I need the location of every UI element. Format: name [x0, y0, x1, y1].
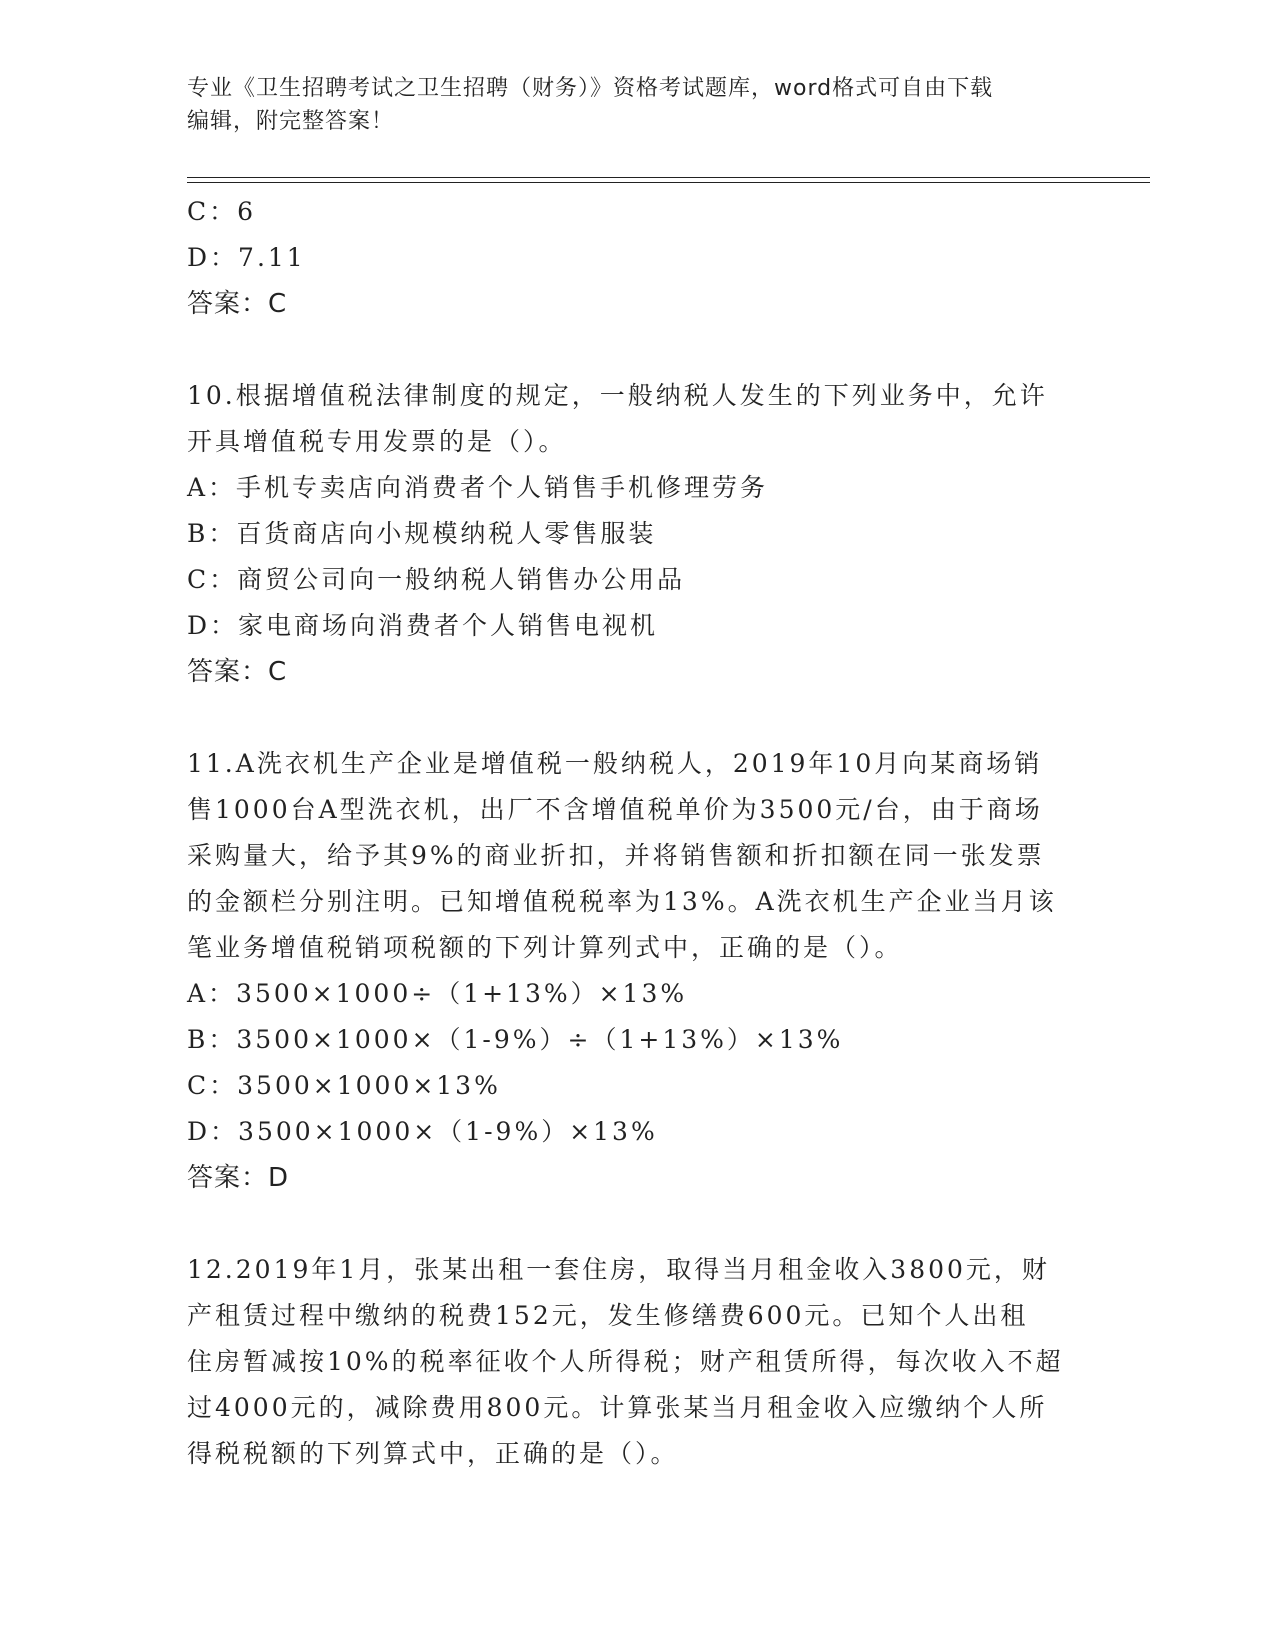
question-stem-line: 过4000元的，减除费用800元。计算张某当月租金收入应缴纳个人所: [187, 1393, 1048, 1422]
option-a: A：3500×1000÷（1+13%）×13%: [187, 979, 688, 1008]
question-stem-line: 11.A洗衣机生产企业是增值税一般纳税人，2019年10月向某商场销: [187, 749, 1043, 778]
question-stem-line: 开具增值税专用发票的是（）。: [187, 427, 567, 456]
option-d: D：3500×1000×（1-9%）×13%: [187, 1117, 658, 1146]
header-divider-top: [187, 177, 1150, 178]
header-line-2: 编辑，附完整答案！: [187, 109, 395, 134]
spacer: [187, 327, 1087, 373]
question-stem-line: 笔业务增值税销项税额的下列计算列式中，正确的是（）。: [187, 933, 903, 962]
answer-line: 答案：D: [187, 1163, 290, 1193]
question-stem-line: 产租赁过程中缴纳的税费152元，发生修缮费600元。已知个人出租: [187, 1301, 1029, 1330]
question-stem-line: 售1000台A型洗衣机，出厂不含增值税单价为3500元/台，由于商场: [187, 795, 1043, 824]
question-stem-line: 采购量大，给予其9%的商业折扣，并将销售额和折扣额在同一张发票: [187, 841, 1045, 870]
prev-question: [187, 189, 1087, 327]
option-c: C：6: [187, 197, 257, 226]
question-stem-line: 住房暂减按10%的税率征收个人所得税；财产租赁所得，每次收入不超: [187, 1347, 1064, 1376]
spacer: [187, 1201, 1087, 1247]
option-c: C：3500×1000×13%: [187, 1071, 501, 1100]
header-line-1: 专业《卫生招聘考试之卫生招聘（财务）》资格考试题库，word格式可自由下载: [187, 76, 994, 101]
option-d: D：7.11: [187, 243, 306, 272]
question-stem-line: 12.2019年1月，张某出租一套住房，取得当月租金收入3800元，财: [187, 1255, 1050, 1284]
question-stem-line: 得税税额的下列算式中，正确的是（）。: [187, 1439, 679, 1468]
document-body: [187, 189, 1087, 1477]
option-b: B：百货商店向小规模纳税人零售服装: [187, 519, 657, 548]
answer-line: 答案：C: [187, 289, 288, 319]
question-11: [187, 741, 1087, 1201]
option-b: B：3500×1000×（1-9%）÷（1+13%）×13%: [187, 1025, 844, 1054]
question-stem-line: 的金额栏分别注明。已知增值税税率为13%。A洗衣机生产企业当月该: [187, 887, 1057, 916]
spacer: [187, 695, 1087, 741]
question-12: [187, 1247, 1087, 1477]
question-stem-line: 10.根据增值税法律制度的规定，一般纳税人发生的下列业务中，允许: [187, 381, 1048, 410]
answer-line: 答案：C: [187, 657, 288, 687]
page-header: [187, 72, 1067, 138]
question-10: [187, 373, 1087, 695]
option-d: D：家电商场向消费者个人销售电视机: [187, 611, 659, 640]
option-a: A：手机专卖店向消费者个人销售手机修理劳务: [187, 473, 769, 502]
header-divider-bottom: [187, 182, 1150, 183]
option-c: C：商贸公司向一般纳税人销售办公用品: [187, 565, 686, 594]
